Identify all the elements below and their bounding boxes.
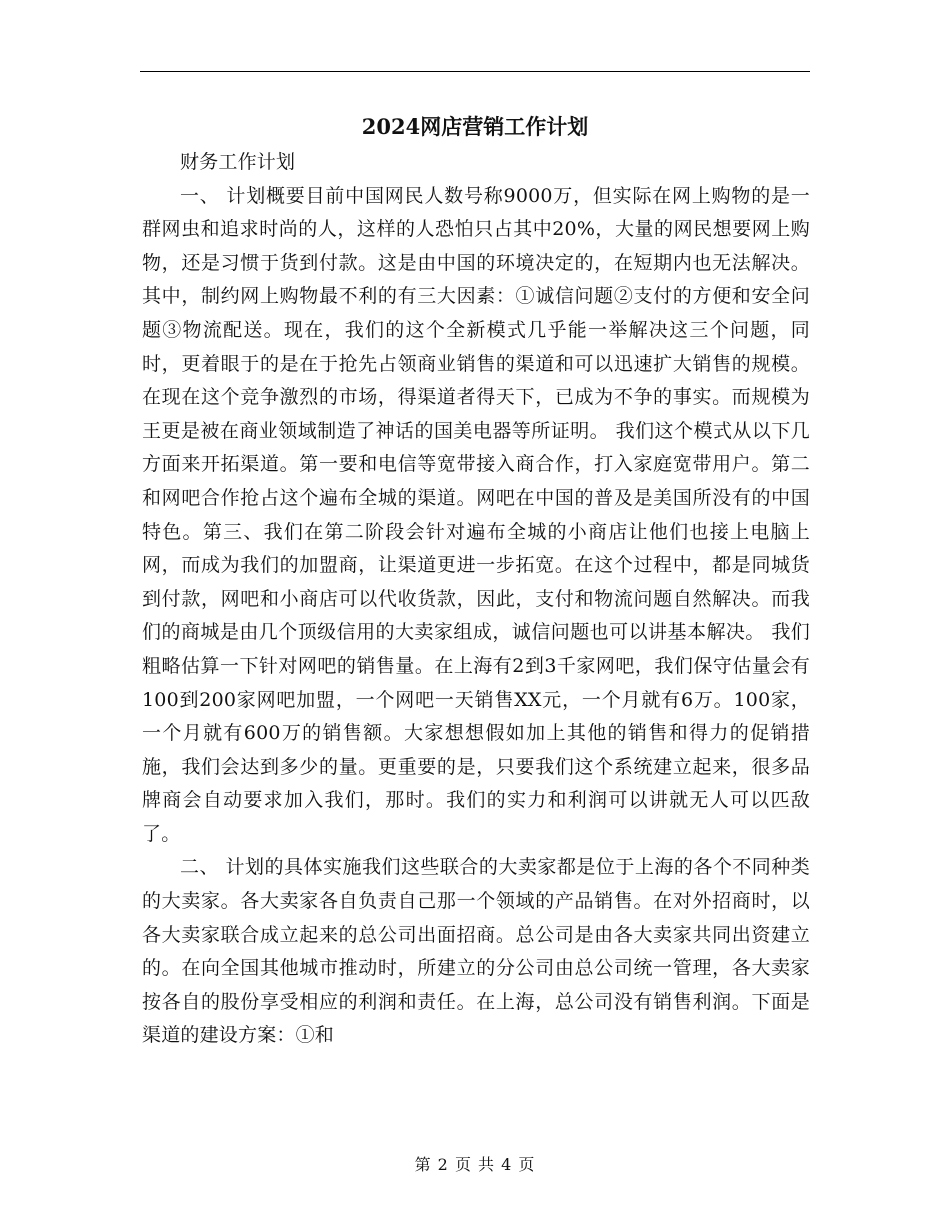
paragraph-plan-overview: 一、 计划概要目前中国网民人数号称9000万，但实际在网上购物的是一群网虫和追求时尚的人，这样的人恐怕只占其中20%，大量的网民想要网上购物，还是习惯于货到付款。这是由中国的环境决定的，在短期内也无法解决。其中，制约网上购物最不利的有三大因素：①诚信问题②支付的方便和安全问题③物流配送。现在，我们的这个全新模式几乎能一举解决这三个问题，同时，更着眼于的是在于抢先占领商业销售的渠道和可以迅速扩大销售的规模。在现在这个竞争激烈的市场，得渠道者得天下，已成为不争的事实。而规模为王更是被在商业领域制造了神话的国美电器等所证明。 我们这个模式从以下几方面来开拓渠道。第一要和电信等宽带接入商合作，打入家庭宽带用户。第二和网吧合作抢占这个遍布全城的渠道。网吧在中国的普及是美国所没有的中国特色。第三、我们在第二阶段会针对遍布全城的小商店让他们也接上电脑上网，而成为我们的加盟商，让渠道更进一步拓宽。在这个过程中，都是同城货到付款，网吧和小商店可以代收货款，因此，支付和物流问题自然解决。而我们的商城是由几个顶级信用的大卖家组成，诚信问题也可以讲基本解决。 我们粗略估算一下针对网吧的销售量。在上海有2到3千家网吧，我们保守估量会有100到200家网吧加盟，一个网吧一天销售XX元，一个月就有6万。100家，一个月就有600万的销售额。大家想想假如加上其他的销售和得力的促销措施，我们会达到多少的量。更重要的是，只要我们这个系统建立起来，很多品牌商会自动要求加入我们，那时。我们的实力和利润可以讲就无人可以匹敌了。 (142, 184, 810, 845)
paragraph-section-heading: 财务工作计划 (180, 151, 296, 173)
paragraph-plan-implementation: 二、 计划的具体实施我们这些联合的大卖家都是位于上海的各个不同种类的大卖家。各大卖家各自负责自己那一个领域的产品销售。在对外招商时，以各大卖家联合成立起来的总公司出面招商。总公司是由各大卖家共同出资建立的。在向全国其他城市推动时，所建立的分公司由总公司统一管理，各大卖家按各自的股份享受相应的利润和责任。在上海，总公司没有销售利润。下面是渠道的建设方案：①和 (142, 856, 810, 1047)
document-title: 2024网店营销工作计划 (361, 114, 589, 139)
page-number-footer: 第 2 页 共 4 页 (414, 1155, 536, 1174)
document-body (142, 146, 810, 1053)
header-rule (140, 71, 810, 72)
